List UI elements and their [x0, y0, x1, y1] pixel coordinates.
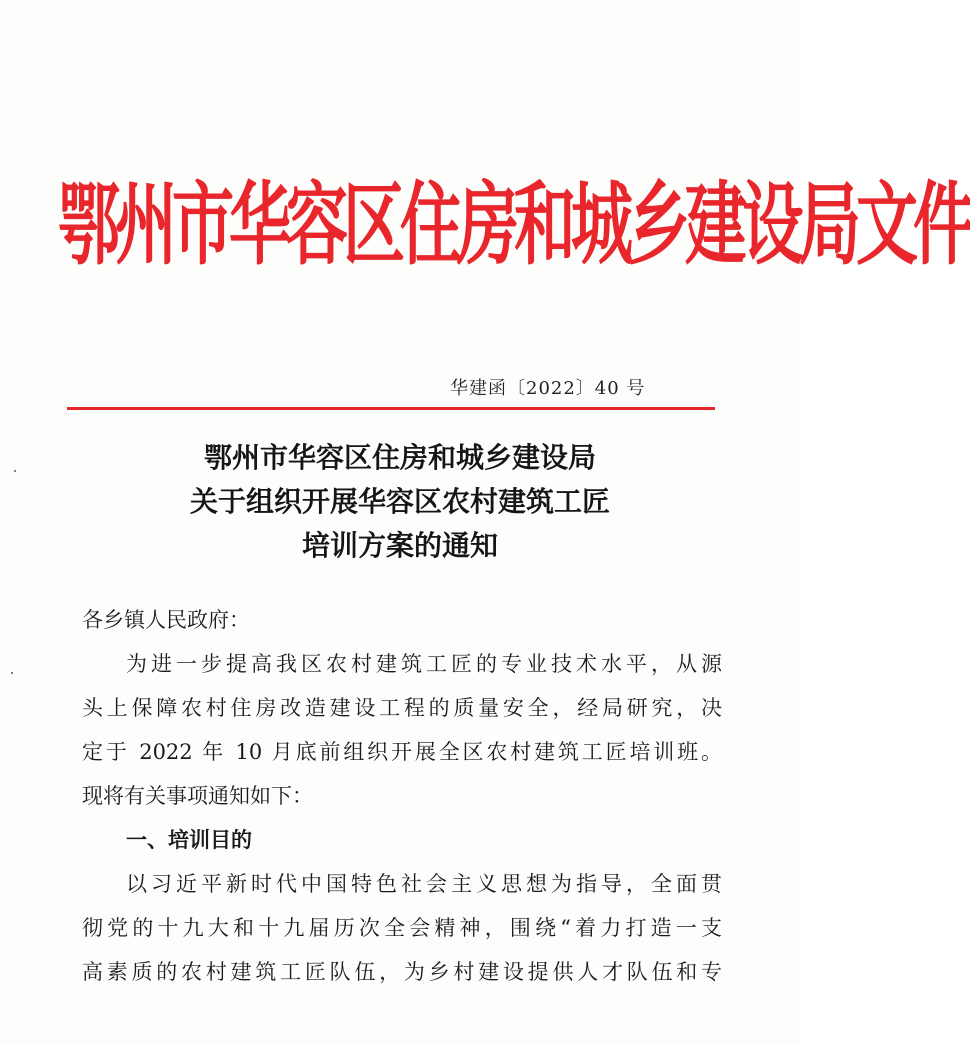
paragraph-1-line-4: 现将有关事项通知如下：: [82, 784, 313, 808]
title-line-3: 培训方案的通知: [301, 529, 498, 562]
red-divider-line: [67, 407, 715, 410]
paragraph-2-line-3: 高素质的农村建筑工匠队伍，为乡村建设提供人才队伍和专: [82, 960, 722, 984]
paragraph-1-line-3: 定于 2022 年 10 月底前组织开展全区农村建筑工匠培训班。: [82, 740, 722, 764]
red-masthead-title: 鄂州市华容区住房和城乡建设局文件: [58, 171, 970, 278]
scan-speck: [11, 672, 13, 674]
title-line-2: 关于组织开展华容区农村建筑工匠: [189, 485, 610, 518]
paragraph-1-line-1: 为进一步提高我区农村建筑工匠的专业技术水平，从源: [126, 652, 722, 676]
document-number: 华建函〔2022〕40 号: [450, 378, 646, 399]
document-body: [82, 598, 722, 994]
section-1-heading: 一、培训目的: [126, 827, 252, 852]
paragraph-2-line-1: 以习近平新时代中国特色社会主义思想为指导，全面贯: [126, 872, 722, 896]
paragraph-1-line-2: 头上保障农村住房改造建设工程的质量安全，经局研究，决: [82, 696, 722, 720]
paragraph-2-line-2: 彻党的十九大和十九届历次全会精神，围绕“着力打造一支: [82, 916, 722, 940]
title-line-1: 鄂州市华容区住房和城乡建设局: [203, 441, 596, 474]
scan-speck: [14, 470, 16, 472]
salutation: 各乡镇人民政府：: [82, 608, 250, 632]
notice-title: [60, 436, 740, 568]
